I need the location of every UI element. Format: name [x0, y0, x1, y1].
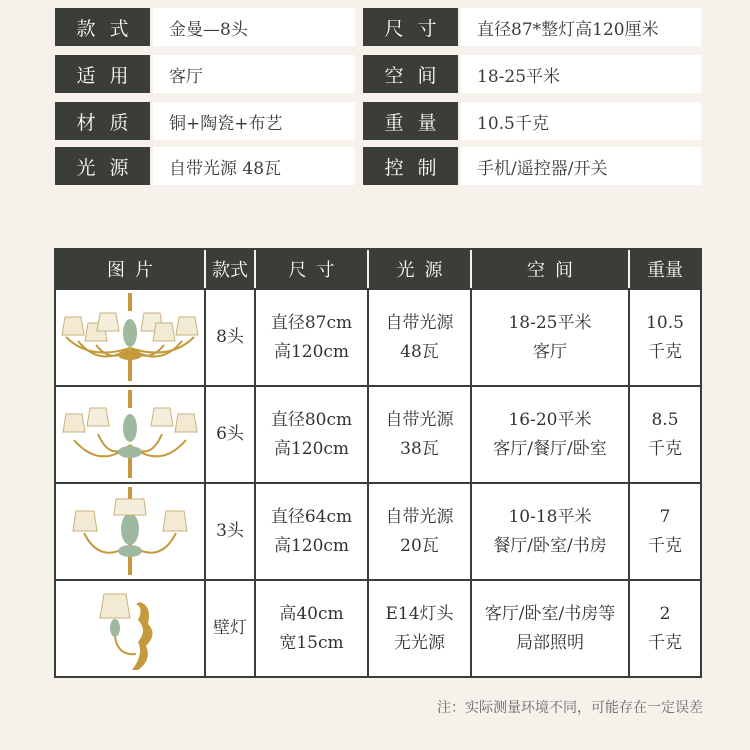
style-text: 6头 [216, 424, 244, 444]
cell-light [369, 387, 472, 482]
weight-value: 7 [659, 506, 671, 527]
cell-size [256, 290, 369, 385]
light-power: 无光源 [394, 632, 445, 653]
spec-label: 空间 [363, 55, 458, 93]
space-area: 10-18平米 [508, 506, 592, 527]
space-room: 客厅/餐厅/卧室 [493, 438, 607, 459]
weight-unit: 千克 [648, 438, 682, 459]
weight-value: 10.5 [646, 312, 684, 333]
cell-weight [630, 290, 700, 385]
product-image [56, 290, 206, 385]
spec-pair-space [363, 55, 701, 93]
header-image: 图片 [56, 250, 206, 288]
size-height: 高120cm [273, 535, 350, 556]
style-text: 8头 [216, 327, 244, 347]
cell-weight [630, 581, 700, 676]
style-text: 壁灯 [213, 618, 247, 638]
light-type: E14灯头 [385, 603, 454, 624]
weight-value: 8.5 [651, 409, 679, 430]
weight-unit: 千克 [648, 341, 682, 362]
space-area: 客厅/卧室/书房等 [484, 603, 616, 624]
spec-value: 金曼—8头 [153, 8, 355, 46]
spec-pair-usage [55, 55, 355, 93]
size-diameter: 直径64cm [270, 506, 353, 527]
cell-style [206, 484, 256, 579]
spec-value: 直径87*整灯高120厘米 [461, 8, 701, 46]
light-type: 自带光源 [385, 506, 454, 527]
light-power: 20瓦 [400, 535, 439, 556]
product-image [56, 484, 206, 579]
table-row [56, 482, 700, 579]
header-size: 尺寸 [256, 250, 369, 288]
light-power: 48瓦 [400, 341, 439, 362]
cell-size [256, 387, 369, 482]
size-diameter: 直径87cm [270, 312, 353, 333]
cell-space [472, 484, 630, 579]
table-header [56, 250, 700, 288]
cell-size [256, 484, 369, 579]
spec-row [55, 147, 701, 185]
space-area: 16-20平米 [508, 409, 592, 430]
cell-style [206, 581, 256, 676]
measurement-note: 注：实际测量环境不同，可能存在一定误差 [437, 700, 703, 716]
light-power: 38瓦 [400, 438, 439, 459]
chandelier-3-head-icon [60, 487, 200, 577]
size-height: 高120cm [273, 438, 350, 459]
spec-row [55, 102, 701, 140]
cell-space [472, 290, 630, 385]
size-height: 高120cm [273, 341, 350, 362]
spec-value: 铜+陶瓷+布艺 [153, 102, 355, 140]
spec-pair-weight [363, 102, 701, 140]
cell-light [369, 581, 472, 676]
spec-pair-control [363, 147, 701, 185]
header-style: 款式 [206, 250, 256, 288]
spec-value: 18-25平米 [461, 55, 701, 93]
cell-style [206, 290, 256, 385]
cell-light [369, 484, 472, 579]
table-row [56, 288, 700, 385]
cell-size [256, 581, 369, 676]
size-width: 宽15cm [279, 632, 344, 653]
light-type: 自带光源 [385, 312, 454, 333]
spec-label: 尺寸 [363, 8, 458, 46]
spec-value: 手机/遥控器/开关 [461, 147, 701, 185]
weight-unit: 千克 [648, 535, 682, 556]
space-room: 餐厅/卧室/书房 [493, 535, 607, 556]
space-room: 客厅 [533, 341, 567, 362]
light-type: 自带光源 [385, 409, 454, 430]
spec-row [55, 55, 701, 93]
spec-value: 10.5千克 [461, 102, 701, 140]
cell-light [369, 290, 472, 385]
spec-pair-style [55, 8, 355, 46]
space-area: 18-25平米 [508, 312, 592, 333]
spec-pair-material [55, 102, 355, 140]
spec-row [55, 8, 701, 46]
cell-style [206, 387, 256, 482]
product-table [54, 248, 702, 678]
cell-weight [630, 387, 700, 482]
spec-label: 款式 [55, 8, 150, 46]
spec-label: 材质 [55, 102, 150, 140]
spec-label: 重量 [363, 102, 458, 140]
spec-label: 适用 [55, 55, 150, 93]
style-text: 3头 [216, 521, 244, 541]
size-diameter: 直径80cm [270, 409, 353, 430]
product-image [56, 387, 206, 482]
spec-label: 光源 [55, 147, 150, 185]
header-light: 光源 [369, 250, 472, 288]
cell-space [472, 387, 630, 482]
spec-label: 控制 [363, 147, 458, 185]
spec-value: 自带光源 48瓦 [153, 147, 355, 185]
weight-unit: 千克 [648, 632, 682, 653]
cell-space [472, 581, 630, 676]
size-height: 高40cm [279, 603, 344, 624]
wall-lamp-icon [60, 584, 200, 674]
product-image [56, 581, 206, 676]
spec-pair-light [55, 147, 355, 185]
weight-value: 2 [659, 603, 671, 624]
header-space: 空间 [472, 250, 630, 288]
table-row [56, 385, 700, 482]
spec-value: 客厅 [153, 55, 355, 93]
space-room: 局部照明 [516, 632, 584, 653]
chandelier-6-head-icon [60, 390, 200, 480]
cell-weight [630, 484, 700, 579]
table-row [56, 579, 700, 676]
spec-pair-size [363, 8, 701, 46]
header-weight: 重量 [647, 260, 683, 281]
chandelier-8-head-icon [60, 293, 200, 383]
